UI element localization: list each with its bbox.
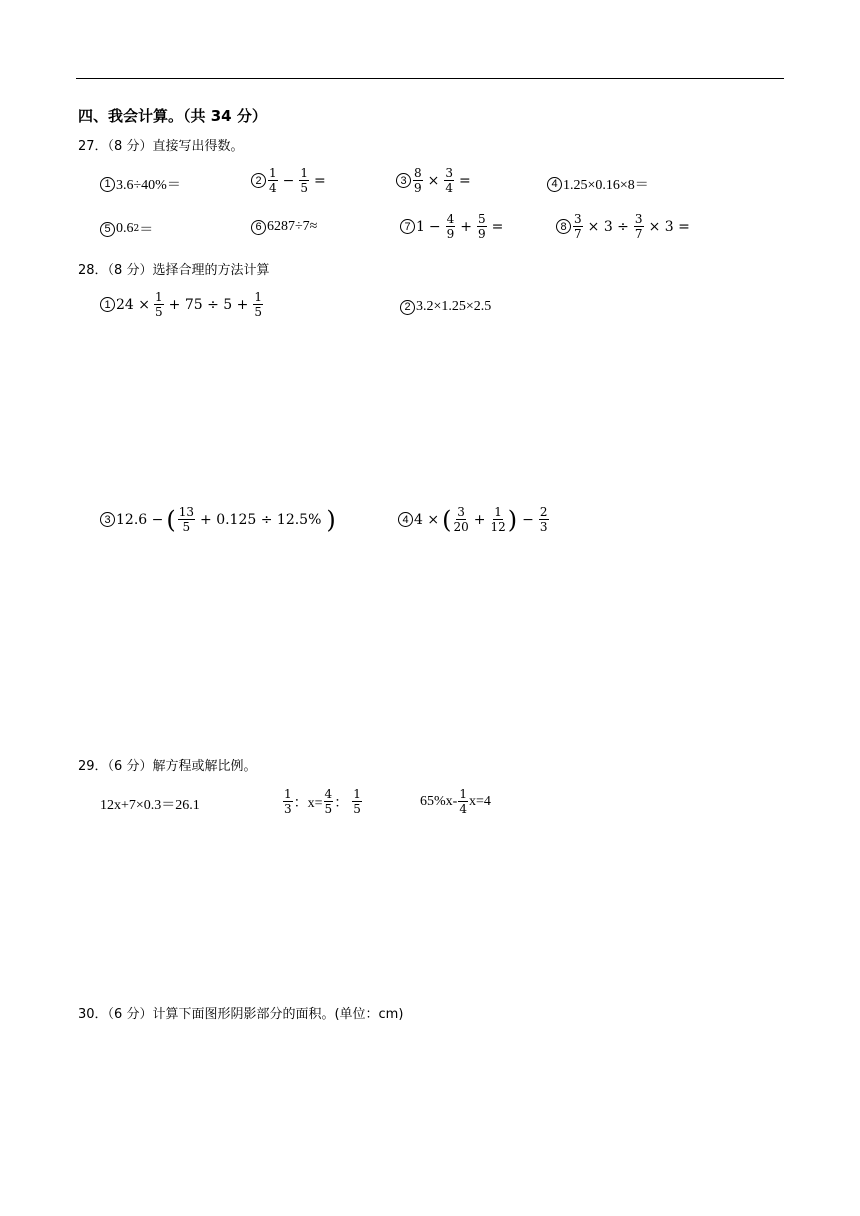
circled-number-2: 2 [400,300,415,315]
circled-number-1: 1 [100,297,115,312]
fraction: $\frac{5}{9}$ [478,212,486,241]
fraction: $\frac{3}{20}$ [453,505,469,534]
circled-number-1: 1 [100,177,115,192]
fraction: $\frac{1}{4}$ [269,166,277,195]
fraction: $\frac{1}{5}$ [353,787,361,816]
q28-item-2 [400,299,491,315]
circled-number-5: 5 [100,222,115,237]
fraction: $\frac{1}{4}$ [459,787,467,816]
q27-item-5: 5 0.6 2 ＝ [100,219,153,239]
q27-title: 27．（8 分）直接写出得数。 [78,139,244,154]
q27-item-2: 2 $\frac{1}{4}$ − $\frac{1}{5}$ = [251,167,330,194]
q27-item-6-text: 6287÷7≈ [267,219,318,234]
q27-item-8: 8 $\frac{3}{7}$ × 3 ÷ $\frac{3}{7}$ × 3 = [556,213,694,240]
circled-number-7: 7 [400,219,415,234]
q28-item-1: 1 24 × $\frac{1}{5}$ + 75 ÷ 5 + $\frac{1}{5}$ [100,291,264,318]
q28-item-3: 3 12.6 − ( $\frac{13}{5}$ + 0.125 ÷ 12.5% ) [100,506,337,533]
circled-number-2: 2 [251,173,266,188]
q27-item-7: 7 1 − $\frac{4}{9}$ + $\frac{5}{9}$ = [400,213,507,240]
circled-number-3: 3 [396,173,411,188]
circled-number-8: 8 [556,219,571,234]
fraction: $\frac{2}{3}$ [539,505,548,534]
fraction: $\frac{1}{5}$ [300,166,309,195]
q28-item-4: 4 4 × ( $\frac{3}{20}$ + $\frac{1}{12}$ ) − $\frac{2}{3}$ [398,506,550,533]
q29-equation-1: 12x+7×0.3＝26.1 [100,798,200,813]
q28-title: 28．（8 分）选择合理的方法计算 [78,263,270,278]
q28-item-2-text: 3.2×1.25×2.5 [416,299,492,314]
q27-item-1 [100,174,181,194]
fraction: $\frac{4}{9}$ [446,212,455,241]
q27-item-4-text: 1.25×0.16×8＝ [563,178,649,193]
circled-number-3: 3 [100,512,115,527]
fraction: $\frac{1}{5}$ [254,290,262,319]
fraction: $\frac{1}{12}$ [490,505,506,534]
fraction: $\frac{8}{9}$ [414,166,422,195]
q29-equation-2: $\frac{1}{3}$ ：x= $\frac{4}{5}$ ： $\frac{1}{5}$ [284,787,361,816]
header-rule [76,78,784,79]
q27-item-6 [251,219,317,235]
q27-item-4 [547,174,649,194]
q30-title: 30．（6 分）计算下面图形阴影部分的面积。(单位：cm) [78,1007,404,1022]
circled-number-4: 4 [398,512,413,527]
q27-item-3: 3 $\frac{8}{9}$ × $\frac{3}{4}$ = [396,167,475,194]
fraction: $\frac{4}{5}$ [324,787,333,816]
section-heading: 四、我会计算。（共 34 分） [78,107,267,125]
circled-number-4: 4 [547,177,562,192]
fraction: $\frac{13}{5}$ [178,505,195,534]
fraction: $\frac{3}{7}$ [634,212,643,241]
fraction: $\frac{1}{5}$ [155,290,163,319]
circled-number-6: 6 [251,220,266,235]
fraction: $\frac{1}{3}$ [284,787,292,816]
q27-item-1-text: 3.6÷40%＝ [116,178,181,193]
q29-equation-3: 65%x- $\frac{1}{4}$ x=4 [420,787,491,816]
q29-title: 29．（6 分）解方程或解比例。 [78,759,257,774]
fraction: $\frac{3}{4}$ [445,166,454,195]
fraction: $\frac{3}{7}$ [574,212,582,241]
